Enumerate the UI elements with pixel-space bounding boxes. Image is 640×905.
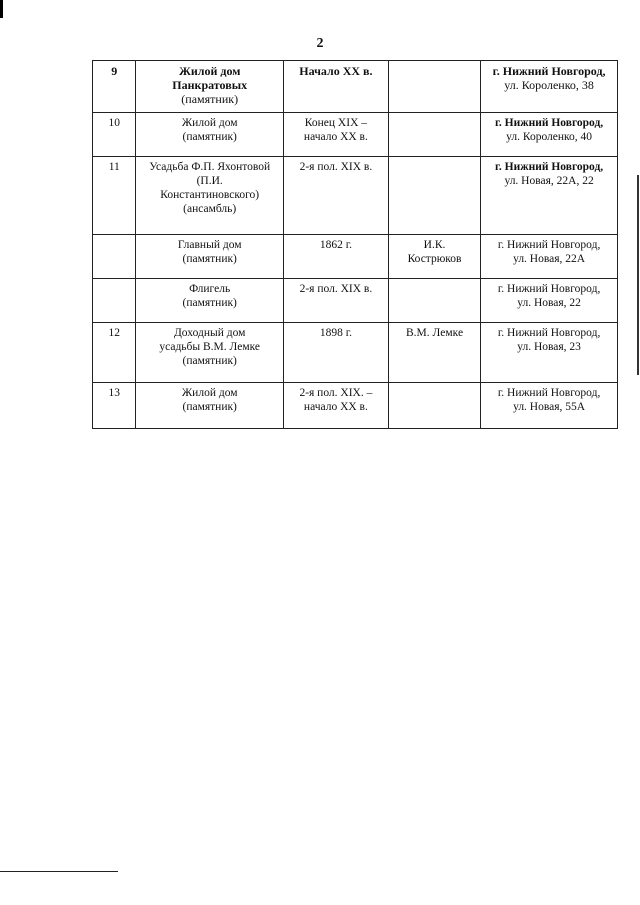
address-cell [481, 323, 618, 383]
address-cell [481, 383, 618, 429]
object-name-cell [136, 279, 283, 323]
object-name: Флигель [189, 283, 231, 295]
row-number: 12 [93, 323, 136, 383]
architect-initials: И.К. [423, 239, 446, 251]
object-category: (памятник) [182, 297, 237, 309]
address-city: г. Нижний Новгород, [497, 327, 601, 339]
row-number [93, 235, 136, 279]
date-cell [283, 61, 388, 113]
object-category: (памятник) [182, 253, 237, 265]
object-category: (памятник) [182, 131, 237, 143]
table-row [93, 383, 618, 429]
address-city: г. Нижний Новгород, [495, 117, 604, 129]
table-row [93, 235, 618, 279]
object-name: Жилой дом [181, 387, 238, 399]
date-cell: 2-я пол. XIX в. [283, 157, 388, 235]
object-name-cell [136, 383, 283, 429]
address-cell [481, 157, 618, 235]
address-street: ул. Новая, 55А [513, 401, 586, 413]
object-name: Усадьба Ф.П. Яхонтовой [149, 161, 271, 173]
object-name-cell [136, 323, 283, 383]
object-date-cont: начало XX в. [303, 401, 368, 413]
object-name-cell [136, 61, 283, 113]
row-number: 10 [93, 113, 136, 157]
address-cell [481, 113, 618, 157]
object-name: Доходный дом [173, 327, 246, 339]
address-city: г. Нижний Новгород, [497, 239, 601, 251]
address-street: ул. Новая, 22 [517, 297, 581, 309]
row-number: 9 [93, 61, 136, 113]
address-street: ул. Новая, 22А [513, 253, 586, 265]
architect-cell [388, 157, 480, 235]
footnote-separator [0, 871, 118, 872]
architect-cell [388, 279, 480, 323]
object-date: Начало XX в. [299, 64, 373, 78]
object-date: Конец XIX – [304, 117, 367, 129]
address-city: г. Нижний Новгород, [497, 283, 601, 295]
object-name: Жилой дом [181, 117, 238, 129]
object-date: 2-я пол. XIX. – [299, 387, 373, 399]
object-category: (памятник) [181, 92, 239, 106]
object-name-cont: усадьбы В.М. Лемке [159, 341, 261, 353]
object-name: Главный дом [177, 239, 242, 251]
table-row [93, 61, 618, 113]
object-category: (ансамбль) [183, 203, 237, 215]
address-cell [481, 235, 618, 279]
object-category: (памятник) [182, 401, 237, 413]
table-row [93, 279, 618, 323]
heritage-register-table [92, 60, 618, 429]
table-row [93, 113, 618, 157]
address-street: ул. Короленко, 38 [504, 78, 594, 92]
object-date-cont: начало XX в. [303, 131, 368, 143]
address-street: ул. Короленко, 40 [506, 131, 593, 143]
object-name: Жилой дом Панкратовых [172, 64, 248, 92]
table-row [93, 157, 618, 235]
scan-edge-mark [0, 0, 3, 18]
architect-cell [388, 383, 480, 429]
address-street: ул. Новая, 23 [517, 341, 581, 353]
architect-cell [388, 113, 480, 157]
object-name-cont: (П.И. [196, 175, 223, 187]
object-name-cell [136, 157, 283, 235]
architect-cell [388, 61, 480, 113]
architect-surname: Кострюков [407, 253, 462, 265]
date-cell [283, 383, 388, 429]
architect-cell [388, 235, 480, 279]
date-cell: 1862 г. [283, 235, 388, 279]
address-city: г. Нижний Новгород, [492, 64, 606, 78]
date-cell: 2-я пол. XIX в. [283, 279, 388, 323]
address-city: г. Нижний Новгород, [495, 161, 604, 173]
row-number: 13 [93, 383, 136, 429]
address-cell [481, 61, 618, 113]
address-cell [481, 279, 618, 323]
object-name-cell [136, 235, 283, 279]
row-number [93, 279, 136, 323]
date-cell: 1898 г. [283, 323, 388, 383]
page-number: 2 [316, 36, 324, 51]
address-street: ул. Новая, 22А, 22 [504, 175, 594, 187]
row-number: 11 [93, 157, 136, 235]
table-row [93, 323, 618, 383]
date-cell [283, 113, 388, 157]
address-city: г. Нижний Новгород, [497, 387, 601, 399]
scan-edge-line [637, 175, 639, 375]
architect-cell: В.М. Лемке [388, 323, 480, 383]
object-category: (памятник) [182, 355, 237, 367]
object-name-cont: Константиновского) [160, 189, 260, 201]
object-name-cell [136, 113, 283, 157]
